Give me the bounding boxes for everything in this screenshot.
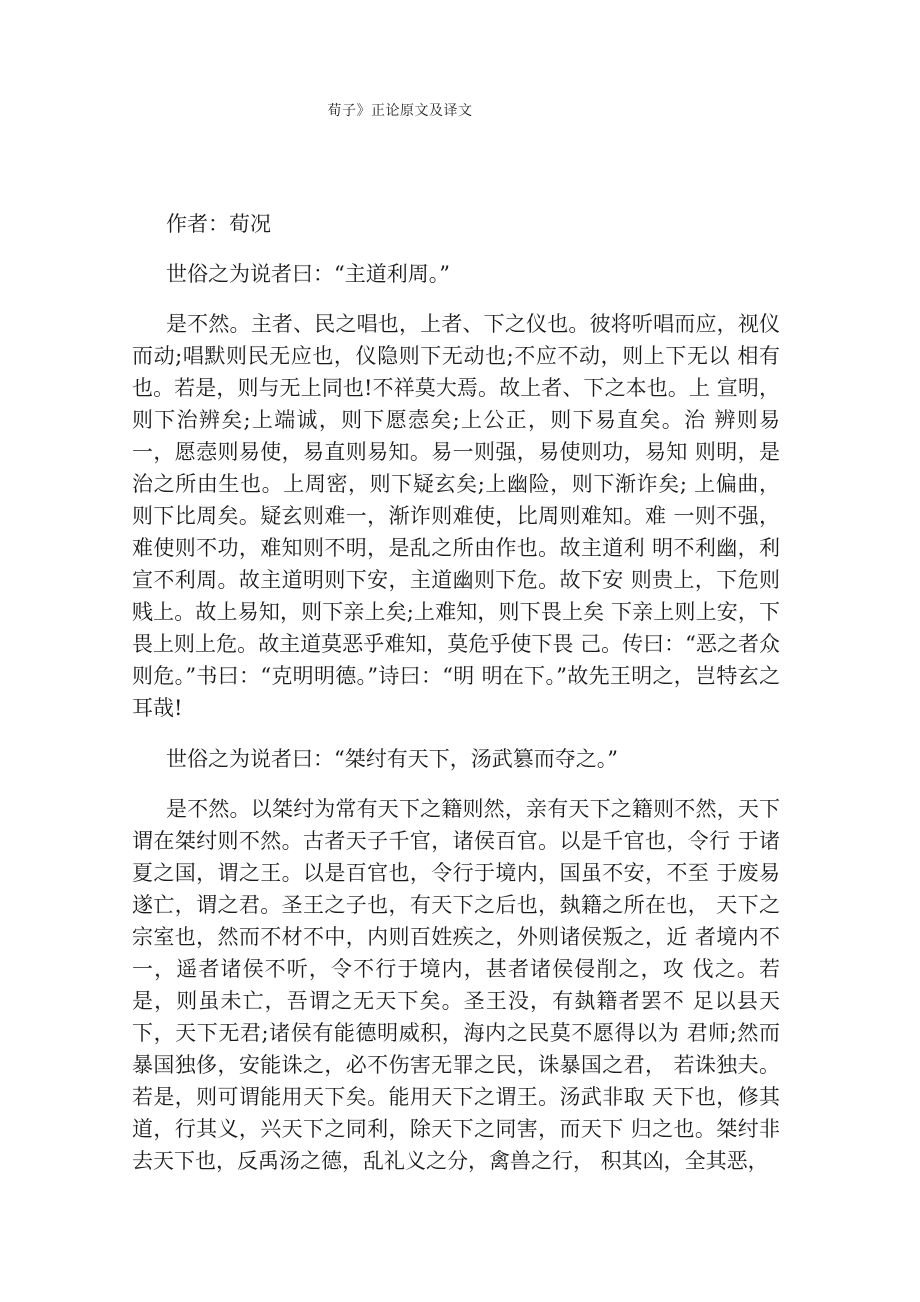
paragraph-2: 是不然。主者、民之唱也，上者、下之仪也。彼将听唱而应，视仪而动;唱默则民无应也，仪隐则下无动也;不应不动，则上下无以 相有也。若是，则与无上同也!不祥莫大焉。故上者、下之本也。上 宣明，则下治辨矣;上端诚，则下愿悫矣;上公正，则下易直矣。治 辨则易一，愿悫则易使，易直则易知。易一则强，易使则功，易知 则明，是治之所由生也。上周密，则下疑玄矣;上幽险，则下渐诈矣; 上偏曲，则下比周矣。疑玄则难一，渐诈则难使，比周则难知。难 一则不强，难使则不功，难知则不明，是乱之所由作也。故主道利 明不利幽，利宣不利周。故主道明则下安，主道幽则下危。故下安 则贵上，下危则贱上。故上易知，则下亲上矣;上难知，则下畏上矣 下亲上则上安，下畏上则上危。故主道莫恶乎难知，莫危乎使下畏 己。传曰：“恶之者众则危。”书曰：“克明明德。”诗曰：“明 明在下。”故先王明之，岂特玄之耳哉!	[132, 312, 780, 720]
author-line: 作者：荀况	[166, 212, 271, 236]
paragraph-4: 是不然。以桀纣为常有天下之籍则然，亲有天下之籍则不然，天下谓在桀纣则不然。古者天子千官，诸侯百官。以是千官也，令行 于诸夏之国，谓之王。以是百官也，令行于境内，国虽不安，不至 于废易遂亡，谓之君。圣王之子也，有天下之后也，埶籍之所在也， 天下之宗室也，然而不材不中，内则百姓疾之，外则诸侯叛之，近 者境内不一，遥者诸侯不听，令不行于境内，甚者诸侯侵削之，攻 伐之。若是，则虽未亡，吾谓之无天下矣。圣王没，有埶籍者罢不 足以县天下，天下无君;诸侯有能德明威积，海内之民莫不愿得以为 君师;然而暴国独侈，安能诛之，必不伤害无罪之民，诛暴国之君， 若诛独夫。若是，则可谓能用天下矣。能用天下之谓王。汤武非取 天下也，修其道，行其义，兴天下之同利，除天下之同害，而天下 归之也。桀纣非去天下也，反禹汤之德，乱礼义之分，禽兽之行， 积其凶，全其恶，	[132, 797, 780, 1173]
document-title: 荀子》正论原文及译文	[327, 103, 473, 119]
paragraph-1: 世俗之为说者曰：“主道利周。”	[166, 262, 450, 286]
document-body	[132, 208, 780, 1196]
paragraph-3: 世俗之为说者曰：“桀纣有天下，汤武篡而夺之。”	[166, 747, 618, 771]
